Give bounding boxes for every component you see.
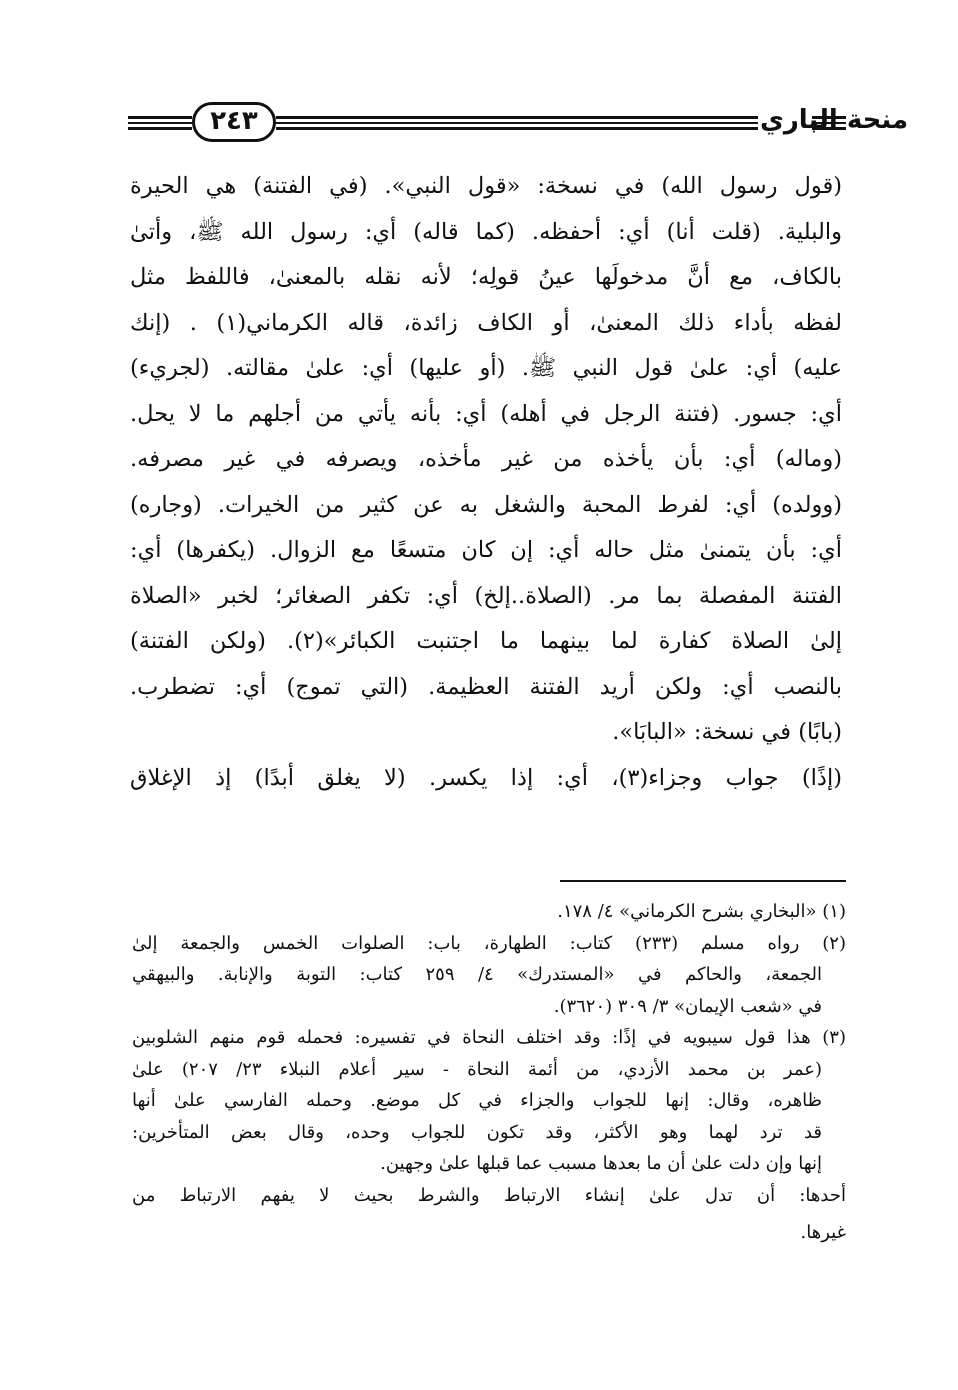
body-line: بالنصب أي: ولكن أريد الفتنة العظيمة. (التي تموج) أي: تضطرب. xyxy=(130,673,842,700)
book-title: منحة الباري xyxy=(760,105,909,135)
main-text xyxy=(130,164,842,801)
header-rule-right xyxy=(812,116,846,130)
body-line: لفظه بأداء ذلك المعنىٰ، أو الكاف زائدة، قاله الكرماني(١) . (إنك xyxy=(130,309,842,336)
page-number-badge: ٢٤٣ xyxy=(192,102,276,142)
footnotes xyxy=(132,896,846,1255)
body-line: أي: بأن يتمنىٰ مثل حاله أي: إن كان متسعًا مع الزوال. (يكفرها) أي: xyxy=(130,537,842,563)
footnote-3-continuation: إنها وإن دلت علىٰ أن ما بعدها مسبب عما قبلها علىٰ وجهين. xyxy=(380,1153,822,1174)
footnote-2: (٢) رواه مسلم (٢٣٣) كتاب: الطهارة، باب: الصلوات الخمس والجمعة إلىٰ xyxy=(132,932,846,954)
body-line: (إذًا) جواب وجزاء(٣)، أي: إذا يكسر. (لا يغلق أبدًا) إذ الإغلاق xyxy=(130,764,842,791)
footnote-1: (١) «البخاري بشرح الكرماني» ٤/ ١٧٨. xyxy=(557,901,846,922)
footnote-3-continuation: ظاهره، وقال: إنها للجواب والجزاء في كل موضع. وحمله الفارسي علىٰ أنها xyxy=(132,1090,822,1111)
body-line: (وماله) أي: بأن يأخذه من غير مأخذه، ويصرفه في غير مصرفه. xyxy=(130,446,842,472)
header-rule-left xyxy=(128,116,192,130)
footnote-2-continuation: في «شعب الإيمان» ٣/ ٣٠٩ (٣٦٢٠). xyxy=(553,995,822,1017)
footnote-3: (٣) هذا قول سيبويه في إذًا: وقد اختلف النحاة في تفسيره: فحمله قوم منهم الشلوبين xyxy=(132,1027,846,1048)
footnote-3-continuation: أحدها: أن تدل علىٰ إنشاء الارتباط والشرط بحيث لا يفهم الارتباط من xyxy=(132,1184,846,1206)
body-line: أي: جسور. (فتنة الرجل في أهله) أي: بأنه يأتي من أجلهم ما لا يحل. xyxy=(130,400,842,427)
body-line: (وولده) أي: لفرط المحبة والشغل به عن كثير من الخيرات. (وجاره) xyxy=(130,491,842,518)
body-line: (بابًا) في نسخة: «البابَا». xyxy=(612,719,842,745)
footnote-3-continuation: غيرها. xyxy=(800,1222,846,1243)
body-line-bold-hadith: إلىٰ الصلاة كفارة لما بينهما ما اجتنبت الكبائر»(٢). (ولكن الفتنة) xyxy=(130,628,842,654)
footnote-separator xyxy=(560,880,846,882)
body-line: بالكاف، مع أنَّ مدخولَها عينُ قولِه؛ لأنه نقله بالمعنىٰ، فاللفظ مثل xyxy=(130,264,842,290)
body-line: الفتنة المفصلة بما مر. (الصلاة..إلخ) أي: تكفر الصغائر؛ لخبر «الصلاة xyxy=(130,582,842,609)
body-line: والبلية. (قلت أنا) أي: أحفظه. (كما قاله) أي: رسول الله ﷺ، وأتىٰ xyxy=(130,218,842,245)
footnote-3-continuation: (عمر بن محمد الأزدي، من أئمة النحاة - سير أعلام النبلاء ٢٣/ ٢٠٧) علىٰ xyxy=(132,1058,822,1080)
page-header xyxy=(128,98,909,148)
body-line: عليه) أي: علىٰ قول النبي ﷺ. (أو عليها) أي: علىٰ مقالته. (لجريء) xyxy=(130,355,842,381)
footnote-2-continuation: الجمعة، والحاكم في «المستدرك» ٤/ ٢٥٩ كتاب: التوبة والإنابة. والبيهقي xyxy=(132,964,822,985)
footnote-3-continuation: قد ترد لهما وهو الأكثر، وقد تكون للجواب وحده، وقال بعض المتأخرين: xyxy=(132,1121,822,1143)
body-line: (قول رسول الله) في نسخة: «قول النبي». (في الفتنة) هي الحيرة xyxy=(130,173,842,199)
header-rule-middle xyxy=(276,116,758,130)
